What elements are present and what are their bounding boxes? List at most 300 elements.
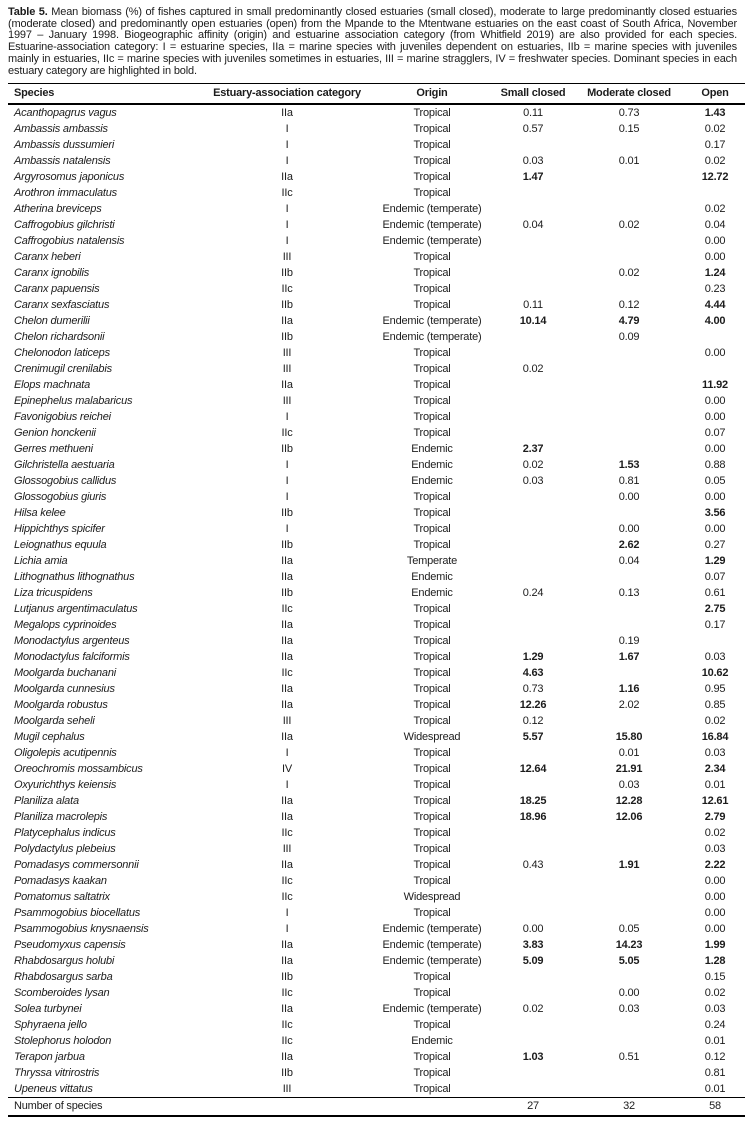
table-row bbox=[8, 185, 745, 201]
biomass-open: 0.00 bbox=[704, 523, 726, 536]
table-row bbox=[8, 409, 745, 425]
table-row bbox=[8, 137, 745, 153]
origin-value: Tropical bbox=[413, 747, 451, 760]
species-name: Caranx papuensis bbox=[14, 283, 100, 296]
category-value: I bbox=[285, 123, 289, 136]
category-value: IIc bbox=[281, 667, 293, 680]
footer-empty-origin bbox=[371, 1098, 493, 1117]
biomass-moderate-closed: 0.13 bbox=[618, 587, 640, 600]
species-name: Polydactylus plebeius bbox=[14, 843, 116, 856]
biomass-moderate-closed: 5.05 bbox=[618, 955, 640, 968]
table-row bbox=[8, 873, 745, 889]
species-name: Rhabdosargus holubi bbox=[14, 955, 115, 968]
biomass-small-closed: 0.03 bbox=[522, 475, 544, 488]
table-row bbox=[8, 473, 745, 489]
biomass-moderate-closed bbox=[573, 137, 685, 153]
table-row bbox=[8, 617, 745, 633]
biomass-small-closed bbox=[493, 505, 573, 521]
biomass-open: 0.95 bbox=[704, 683, 726, 696]
category-value: IIa bbox=[281, 171, 293, 184]
biomass-open: 0.00 bbox=[704, 251, 726, 264]
origin-value: Tropical bbox=[413, 667, 451, 680]
biomass-open: 0.15 bbox=[704, 971, 726, 984]
biomass-moderate-closed: 0.00 bbox=[618, 491, 640, 504]
table-row bbox=[8, 905, 745, 921]
biomass-open: 10.62 bbox=[701, 667, 729, 680]
origin-value: Tropical bbox=[413, 347, 451, 360]
biomass-open bbox=[685, 633, 745, 649]
biomass-small-closed bbox=[493, 617, 573, 633]
species-name: Moolgarda seheli bbox=[14, 715, 95, 728]
origin-value: Tropical bbox=[413, 139, 451, 152]
category-value: IIa bbox=[281, 699, 293, 712]
biomass-open: 2.22 bbox=[704, 859, 726, 872]
origin-value: Endemic (temperate) bbox=[382, 1003, 482, 1016]
species-name: Crenimugil crenilabis bbox=[14, 363, 112, 376]
table-row bbox=[8, 489, 745, 505]
table-row bbox=[8, 713, 745, 729]
biomass-moderate-closed bbox=[573, 1065, 685, 1081]
species-name: Acanthopagrus vagus bbox=[14, 107, 117, 120]
biomass-moderate-closed bbox=[573, 713, 685, 729]
biomass-open: 0.12 bbox=[704, 1051, 726, 1064]
category-value: III bbox=[282, 347, 292, 360]
biomass-moderate-closed: 12.06 bbox=[615, 811, 643, 824]
species-name: Lithognathus lithognathus bbox=[14, 571, 135, 584]
biomass-small-closed bbox=[493, 601, 573, 617]
biomass-moderate-closed: 15.80 bbox=[615, 731, 643, 744]
biomass-small-closed bbox=[493, 329, 573, 345]
biomass-small-closed bbox=[493, 185, 573, 201]
origin-value: Temperate bbox=[406, 555, 458, 568]
species-name: Ambassis dussumieri bbox=[14, 139, 115, 152]
table-row bbox=[8, 1017, 745, 1033]
biomass-open: 0.00 bbox=[704, 347, 726, 360]
origin-value: Endemic (temperate) bbox=[382, 203, 482, 216]
category-value: IIa bbox=[281, 683, 293, 696]
category-value: III bbox=[282, 363, 292, 376]
biomass-small-closed bbox=[493, 985, 573, 1001]
origin-value: Tropical bbox=[413, 395, 451, 408]
species-name: Planiliza alata bbox=[14, 795, 79, 808]
origin-value: Tropical bbox=[413, 859, 451, 872]
origin-value: Tropical bbox=[413, 171, 451, 184]
biomass-moderate-closed bbox=[573, 825, 685, 841]
origin-value: Tropical bbox=[413, 491, 451, 504]
origin-value: Tropical bbox=[413, 987, 451, 1000]
table-row bbox=[8, 857, 745, 873]
origin-value: Tropical bbox=[413, 427, 451, 440]
biomass-small-closed: 18.25 bbox=[519, 795, 547, 808]
column-header-estuary-association: Estuary-association category bbox=[213, 87, 361, 100]
species-name: Rhabdosargus sarba bbox=[14, 971, 113, 984]
origin-value: Endemic (temperate) bbox=[382, 219, 482, 232]
origin-value: Tropical bbox=[413, 779, 451, 792]
column-header-origin: Origin bbox=[416, 87, 448, 100]
table-row bbox=[8, 1033, 745, 1049]
biomass-small-closed bbox=[493, 825, 573, 841]
origin-value: Endemic (temperate) bbox=[382, 235, 482, 248]
biomass-small-closed bbox=[493, 569, 573, 585]
species-name: Psammogobius biocellatus bbox=[14, 907, 141, 920]
biomass-open: 0.07 bbox=[704, 427, 726, 440]
category-value: IIb bbox=[281, 299, 293, 312]
biomass-open: 0.00 bbox=[704, 443, 726, 456]
table-row bbox=[8, 361, 745, 377]
biomass-moderate-closed bbox=[573, 841, 685, 857]
species-name: Pseudomyxus capensis bbox=[14, 939, 126, 952]
column-header-small-closed: Small closed bbox=[500, 87, 566, 100]
origin-value: Widespread bbox=[403, 731, 461, 744]
species-name: Ambassis ambassis bbox=[14, 123, 108, 136]
species-count-small-closed: 27 bbox=[527, 1100, 539, 1113]
species-name: Chelonodon laticeps bbox=[14, 347, 110, 360]
origin-value: Tropical bbox=[413, 619, 451, 632]
category-value: III bbox=[282, 395, 292, 408]
table-row bbox=[8, 761, 745, 777]
category-value: III bbox=[282, 1083, 292, 1096]
category-value: IIc bbox=[281, 1035, 293, 1048]
species-name: Chelon dumerilii bbox=[14, 315, 90, 328]
table-row bbox=[8, 521, 745, 537]
species-name: Platycephalus indicus bbox=[14, 827, 116, 840]
biomass-open: 16.84 bbox=[701, 731, 729, 744]
species-name: Pomatomus saltatrix bbox=[14, 891, 110, 904]
origin-value: Tropical bbox=[413, 379, 451, 392]
table-row bbox=[8, 585, 745, 601]
species-name: Glossogobius callidus bbox=[14, 475, 117, 488]
biomass-open bbox=[685, 361, 745, 377]
category-value: IIc bbox=[281, 603, 293, 616]
species-name: Mugil cephalus bbox=[14, 731, 85, 744]
origin-value: Tropical bbox=[413, 523, 451, 536]
category-value: IIc bbox=[281, 283, 293, 296]
category-value: IIa bbox=[281, 379, 293, 392]
species-name: Pomadasys kaakan bbox=[14, 875, 107, 888]
table-row bbox=[8, 681, 745, 697]
biomass-open: 0.02 bbox=[704, 123, 726, 136]
category-value: I bbox=[285, 923, 289, 936]
category-value: IIb bbox=[281, 971, 293, 984]
biomass-open: 0.03 bbox=[704, 747, 726, 760]
biomass-small-closed: 0.57 bbox=[522, 123, 544, 136]
biomass-small-closed bbox=[493, 537, 573, 553]
biomass-small-closed bbox=[493, 377, 573, 393]
category-value: IIc bbox=[281, 1019, 293, 1032]
category-value: I bbox=[285, 219, 289, 232]
category-value: I bbox=[285, 411, 289, 424]
origin-value: Tropical bbox=[413, 635, 451, 648]
biomass-open: 12.72 bbox=[701, 171, 729, 184]
biomass-moderate-closed bbox=[573, 889, 685, 905]
biomass-small-closed bbox=[493, 1017, 573, 1033]
origin-value: Tropical bbox=[413, 299, 451, 312]
biomass-moderate-closed: 0.05 bbox=[618, 923, 640, 936]
category-value: IV bbox=[282, 763, 292, 776]
biomass-small-closed: 0.11 bbox=[523, 107, 543, 120]
table-row bbox=[8, 537, 745, 553]
biomass-open: 0.02 bbox=[704, 987, 726, 1000]
biomass-small-closed bbox=[493, 905, 573, 921]
biomass-open: 0.17 bbox=[704, 139, 726, 152]
biomass-open: 0.88 bbox=[704, 459, 726, 472]
biomass-small-closed bbox=[493, 249, 573, 265]
origin-value: Tropical bbox=[413, 795, 451, 808]
table-row bbox=[8, 953, 745, 969]
biomass-moderate-closed: 0.02 bbox=[618, 267, 640, 280]
biomass-small-closed bbox=[493, 137, 573, 153]
origin-value: Tropical bbox=[413, 907, 451, 920]
species-name: Favonigobius reichei bbox=[14, 411, 111, 424]
biomass-moderate-closed bbox=[573, 1033, 685, 1049]
biomass-moderate-closed: 0.00 bbox=[618, 987, 640, 1000]
category-value: IIa bbox=[281, 859, 293, 872]
biomass-moderate-closed bbox=[573, 361, 685, 377]
biomass-open: 0.00 bbox=[704, 235, 726, 248]
biomass-small-closed bbox=[493, 521, 573, 537]
biomass-open: 0.00 bbox=[704, 891, 726, 904]
biomass-small-closed bbox=[493, 345, 573, 361]
biomass-open: 4.00 bbox=[704, 315, 726, 328]
origin-value: Tropical bbox=[413, 539, 451, 552]
biomass-moderate-closed bbox=[573, 969, 685, 985]
biomass-open: 0.00 bbox=[704, 395, 726, 408]
biomass-open: 1.28 bbox=[704, 955, 726, 968]
species-name: Arothron immaculatus bbox=[14, 187, 117, 200]
category-value: IIa bbox=[281, 571, 293, 584]
biomass-open bbox=[685, 185, 745, 201]
category-value: IIb bbox=[281, 331, 293, 344]
species-name: Lichia amia bbox=[14, 555, 68, 568]
table-row bbox=[8, 265, 745, 281]
biomass-small-closed: 0.02 bbox=[522, 459, 544, 472]
biomass-moderate-closed bbox=[573, 377, 685, 393]
origin-value: Tropical bbox=[413, 763, 451, 776]
origin-value: Tropical bbox=[413, 107, 451, 120]
table-row bbox=[8, 649, 745, 665]
species-name: Moolgarda buchanani bbox=[14, 667, 116, 680]
species-name: Megalops cyprinoides bbox=[14, 619, 117, 632]
origin-value: Endemic bbox=[411, 1035, 453, 1048]
origin-value: Endemic bbox=[411, 443, 453, 456]
origin-value: Tropical bbox=[413, 603, 451, 616]
biomass-moderate-closed: 0.03 bbox=[618, 1003, 640, 1016]
biomass-small-closed bbox=[493, 745, 573, 761]
category-value: IIb bbox=[281, 507, 293, 520]
table-row bbox=[8, 889, 745, 905]
origin-value: Tropical bbox=[413, 875, 451, 888]
biomass-open: 1.24 bbox=[704, 267, 726, 280]
table-caption bbox=[8, 7, 737, 77]
table-row bbox=[8, 249, 745, 265]
biomass-moderate-closed bbox=[573, 905, 685, 921]
biomass-moderate-closed bbox=[573, 201, 685, 217]
biomass-open: 0.03 bbox=[704, 1003, 726, 1016]
biomass-moderate-closed: 4.79 bbox=[618, 315, 640, 328]
biomass-open: 0.00 bbox=[704, 875, 726, 888]
category-value: IIc bbox=[281, 827, 293, 840]
biomass-moderate-closed: 0.19 bbox=[618, 635, 640, 648]
category-value: IIc bbox=[281, 891, 293, 904]
footer-row bbox=[8, 1098, 745, 1117]
category-value: IIc bbox=[281, 427, 293, 440]
species-name: Solea turbynei bbox=[14, 1003, 82, 1016]
biomass-moderate-closed: 0.04 bbox=[618, 555, 640, 568]
species-name: Caranx sexfasciatus bbox=[14, 299, 110, 312]
species-name: Argyrosomus japonicus bbox=[14, 171, 125, 184]
table-row bbox=[8, 1049, 745, 1065]
origin-value: Tropical bbox=[413, 363, 451, 376]
species-name: Liza tricuspidens bbox=[14, 587, 93, 600]
biomass-open: 0.00 bbox=[704, 907, 726, 920]
category-value: I bbox=[285, 779, 289, 792]
origin-value: Widespread bbox=[403, 891, 461, 904]
species-name: Epinephelus malabaricus bbox=[14, 395, 133, 408]
species-name: Sphyraena jello bbox=[14, 1019, 87, 1032]
species-name: Chelon richardsonii bbox=[14, 331, 105, 344]
biomass-open: 0.01 bbox=[704, 1035, 726, 1048]
species-name: Terapon jarbua bbox=[14, 1051, 85, 1064]
category-value: IIb bbox=[281, 539, 293, 552]
biomass-small-closed: 0.00 bbox=[522, 923, 544, 936]
category-value: IIa bbox=[281, 651, 293, 664]
table-number-label: Table 5. bbox=[8, 6, 48, 18]
biomass-open: 0.05 bbox=[704, 475, 726, 488]
biomass-moderate-closed: 12.28 bbox=[615, 795, 643, 808]
biomass-open: 0.01 bbox=[704, 779, 726, 792]
species-name: Gilchristella aestuaria bbox=[14, 459, 115, 472]
biomass-open: 0.00 bbox=[704, 491, 726, 504]
biomass-moderate-closed: 0.73 bbox=[618, 107, 640, 120]
origin-value: Endemic bbox=[411, 571, 453, 584]
category-value: I bbox=[285, 491, 289, 504]
table-row bbox=[8, 153, 745, 169]
biomass-small-closed bbox=[493, 777, 573, 793]
biomass-open: 0.61 bbox=[704, 587, 726, 600]
species-name: Oreochromis mossambicus bbox=[14, 763, 143, 776]
biomass-small-closed: 5.57 bbox=[522, 731, 544, 744]
biomass-moderate-closed: 0.00 bbox=[618, 523, 640, 536]
biomass-moderate-closed: 21.91 bbox=[615, 763, 643, 776]
biomass-small-closed bbox=[493, 409, 573, 425]
biomass-open: 3.56 bbox=[704, 507, 726, 520]
species-name: Atherina breviceps bbox=[14, 203, 102, 216]
table-row bbox=[8, 313, 745, 329]
origin-value: Tropical bbox=[413, 1067, 451, 1080]
table-row bbox=[8, 233, 745, 249]
biomass-open: 0.03 bbox=[704, 651, 726, 664]
footer-empty-category bbox=[203, 1098, 371, 1117]
category-value: IIa bbox=[281, 107, 293, 120]
biomass-moderate-closed bbox=[573, 441, 685, 457]
category-value: IIa bbox=[281, 795, 293, 808]
biomass-moderate-closed bbox=[573, 393, 685, 409]
column-header-open: Open bbox=[701, 87, 729, 100]
species-name: Glossogobius giuris bbox=[14, 491, 107, 504]
origin-value: Tropical bbox=[413, 267, 451, 280]
biomass-small-closed bbox=[493, 969, 573, 985]
origin-value: Tropical bbox=[413, 827, 451, 840]
species-name: Planiliza macrolepis bbox=[14, 811, 108, 824]
column-header-moderate-closed: Moderate closed bbox=[587, 87, 671, 100]
biomass-small-closed: 10.14 bbox=[519, 315, 547, 328]
biomass-moderate-closed: 2.02 bbox=[618, 699, 640, 712]
species-name: Leiognathus equula bbox=[14, 539, 107, 552]
table-row bbox=[8, 121, 745, 137]
biomass-moderate-closed: 0.01 bbox=[618, 747, 640, 760]
biomass-small-closed bbox=[493, 889, 573, 905]
origin-value: Tropical bbox=[413, 1083, 451, 1096]
table-row bbox=[8, 665, 745, 681]
origin-value: Tropical bbox=[413, 811, 451, 824]
species-name: Lutjanus argentimaculatus bbox=[14, 603, 138, 616]
biomass-small-closed: 0.03 bbox=[522, 155, 544, 168]
category-value: I bbox=[285, 139, 289, 152]
biomass-moderate-closed: 0.12 bbox=[618, 299, 640, 312]
origin-value: Tropical bbox=[413, 507, 451, 520]
biomass-open bbox=[685, 329, 745, 345]
category-value: IIa bbox=[281, 811, 293, 824]
biomass-moderate-closed bbox=[573, 425, 685, 441]
species-name: Moolgarda robustus bbox=[14, 699, 108, 712]
biomass-open: 0.00 bbox=[704, 411, 726, 424]
origin-value: Endemic (temperate) bbox=[382, 315, 482, 328]
biomass-open: 2.79 bbox=[704, 811, 726, 824]
species-name: Stolephorus holodon bbox=[14, 1035, 112, 1048]
category-value: IIc bbox=[281, 187, 293, 200]
biomass-moderate-closed bbox=[573, 617, 685, 633]
table-row bbox=[8, 377, 745, 393]
origin-value: Tropical bbox=[413, 1019, 451, 1032]
origin-value: Tropical bbox=[413, 651, 451, 664]
biomass-moderate-closed bbox=[573, 569, 685, 585]
biomass-open: 0.03 bbox=[704, 843, 726, 856]
origin-value: Endemic (temperate) bbox=[382, 923, 482, 936]
species-biomass-table bbox=[8, 83, 745, 1117]
biomass-open: 0.27 bbox=[704, 539, 726, 552]
biomass-moderate-closed bbox=[573, 665, 685, 681]
biomass-small-closed bbox=[493, 873, 573, 889]
biomass-small-closed: 0.02 bbox=[522, 1003, 544, 1016]
table-row bbox=[8, 553, 745, 569]
table-row bbox=[8, 793, 745, 809]
table-row bbox=[8, 201, 745, 217]
biomass-moderate-closed: 0.81 bbox=[618, 475, 640, 488]
biomass-open: 0.24 bbox=[704, 1019, 726, 1032]
origin-value: Tropical bbox=[413, 251, 451, 264]
biomass-moderate-closed bbox=[573, 873, 685, 889]
biomass-small-closed: 0.24 bbox=[522, 587, 544, 600]
table-row bbox=[8, 217, 745, 233]
category-value: III bbox=[282, 251, 292, 264]
table-row bbox=[8, 777, 745, 793]
species-name: Oxyurichthys keiensis bbox=[14, 779, 117, 792]
biomass-moderate-closed: 0.03 bbox=[618, 779, 640, 792]
table-row bbox=[8, 985, 745, 1001]
table-row bbox=[8, 104, 745, 121]
biomass-small-closed bbox=[493, 393, 573, 409]
category-value: IIa bbox=[281, 731, 293, 744]
biomass-moderate-closed: 1.91 bbox=[618, 859, 640, 872]
category-value: I bbox=[285, 459, 289, 472]
biomass-moderate-closed: 0.09 bbox=[618, 331, 640, 344]
table-row bbox=[8, 809, 745, 825]
biomass-small-closed: 5.09 bbox=[522, 955, 544, 968]
biomass-open: 4.44 bbox=[704, 299, 726, 312]
table-row bbox=[8, 297, 745, 313]
category-value: IIc bbox=[281, 987, 293, 1000]
biomass-small-closed: 18.96 bbox=[519, 811, 547, 824]
